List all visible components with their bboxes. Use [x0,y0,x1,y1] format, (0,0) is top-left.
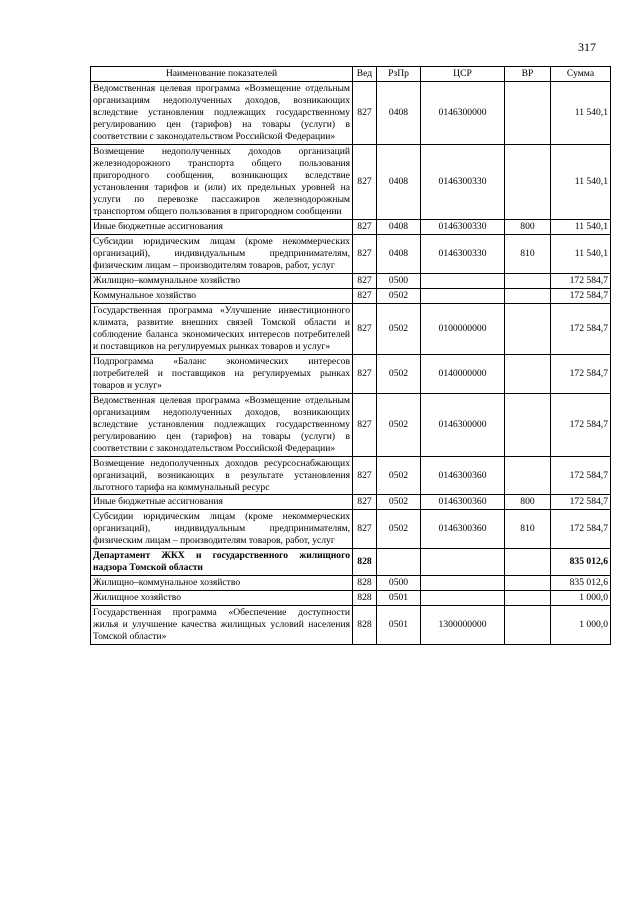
row-ved-cell: 827 [353,144,377,219]
row-vr-cell [505,288,551,303]
row-csr-cell: 0146300000 [421,81,505,144]
row-csr-cell: 0146300360 [421,456,505,495]
row-vr-cell [505,549,551,576]
row-name-cell: Субсидии юридическим лицам (кроме некоммерческих организаций), индивидуальным предпринимателям, физическим лицам – производителям товаров, работ, услуг [91,234,353,273]
row-sum-cell: 11 540,1 [551,219,611,234]
row-rzpr-cell: 0502 [377,354,421,393]
row-sum-cell: 11 540,1 [551,234,611,273]
row-ved-cell: 827 [353,234,377,273]
row-sum-cell: 172 584,7 [551,303,611,354]
table-row [91,495,611,510]
row-csr-cell: 1300000000 [421,606,505,645]
row-csr-cell: 0146300000 [421,393,505,456]
row-sum-cell: 835 012,6 [551,576,611,591]
row-name-cell: Подпрограмма «Баланс экономических интересов потребителей и поставщиков на регулируемых рынках товаров и услуг» [91,354,353,393]
table-body [91,81,611,644]
row-csr-cell [421,576,505,591]
row-sum-cell: 11 540,1 [551,144,611,219]
row-name-cell: Жилищно–коммунальное хозяйство [91,273,353,288]
row-vr-cell [505,393,551,456]
table-header-row [91,67,611,82]
row-name-cell: Коммунальное хозяйство [91,288,353,303]
row-csr-cell: 0146300330 [421,219,505,234]
row-name-cell: Субсидии юридическим лицам (кроме некоммерческих организаций), индивидуальным предпринимателям, физическим лицам – производителям товаров, работ, услуг [91,510,353,549]
row-sum-cell: 172 584,7 [551,288,611,303]
table-row [91,219,611,234]
row-rzpr-cell: 0502 [377,510,421,549]
row-vr-cell [505,354,551,393]
column-header-name: Наименование показателей [91,67,353,82]
row-sum-cell: 1 000,0 [551,606,611,645]
row-ved-cell: 827 [353,303,377,354]
row-rzpr-cell: 0408 [377,81,421,144]
row-csr-cell: 0146300330 [421,234,505,273]
table-row [91,81,611,144]
table-row [91,144,611,219]
row-name-cell: Ведомственная целевая программа «Возмещение отдельным организациям недополученных доходов, возникающих вследствие установления подлежащих государственному регулированию цен (тарифов) на товары (услуги) в соответствии с законодательством Российской Федерации» [91,81,353,144]
row-rzpr-cell: 0408 [377,144,421,219]
row-rzpr-cell: 0408 [377,219,421,234]
row-vr-cell [505,81,551,144]
row-csr-cell [421,273,505,288]
table-row [91,303,611,354]
row-csr-cell [421,591,505,606]
row-name-cell: Государственная программа «Улучшение инвестиционного климата, развитие внешних связей Томской области и соблюдение баланса экономических интересов потребителей и поставщиков на регулируемых рынках товаров и услуг» [91,303,353,354]
row-name-cell: Иные бюджетные ассигнования [91,219,353,234]
row-ved-cell: 828 [353,549,377,576]
row-vr-cell [505,144,551,219]
row-name-cell: Ведомственная целевая программа «Возмещение отдельным организациям недополученных доходов, возникающих вследствие установления подлежащих государственному регулированию цен (тарифов) на товары (услуги) в соответствии с законодательством Российской Федерации» [91,393,353,456]
row-ved-cell: 827 [353,456,377,495]
table-row [91,234,611,273]
column-header-csr: ЦСР [421,67,505,82]
budget-table [90,66,611,645]
row-csr-cell [421,549,505,576]
row-rzpr-cell [377,549,421,576]
row-csr-cell: 0140000000 [421,354,505,393]
table-row [91,393,611,456]
row-vr-cell [505,591,551,606]
column-header-ved: Вед [353,67,377,82]
row-sum-cell: 172 584,7 [551,456,611,495]
row-name-cell: Жилищно–коммунальное хозяйство [91,576,353,591]
row-vr-cell: 810 [505,510,551,549]
row-ved-cell: 827 [353,354,377,393]
table-row [91,576,611,591]
row-ved-cell: 827 [353,81,377,144]
row-vr-cell [505,303,551,354]
row-name-cell: Иные бюджетные ассигнования [91,495,353,510]
row-ved-cell: 827 [353,288,377,303]
row-rzpr-cell: 0502 [377,303,421,354]
row-sum-cell: 172 584,7 [551,393,611,456]
row-ved-cell: 827 [353,510,377,549]
row-name-cell: Государственная программа «Обеспечение доступности жилья и улучшение качества жилищных условий населения Томской области» [91,606,353,645]
row-sum-cell: 172 584,7 [551,354,611,393]
row-vr-cell [505,456,551,495]
row-name-cell: Департамент ЖКХ и государственного жилищного надзора Томской области [91,549,353,576]
table-row [91,273,611,288]
row-vr-cell: 810 [505,234,551,273]
row-sum-cell: 172 584,7 [551,495,611,510]
row-sum-cell: 835 012,6 [551,549,611,576]
row-vr-cell [505,576,551,591]
row-rzpr-cell: 0408 [377,234,421,273]
row-csr-cell: 0146300360 [421,495,505,510]
row-ved-cell: 827 [353,495,377,510]
column-header-rzpr: РзПр [377,67,421,82]
row-csr-cell: 0146300330 [421,144,505,219]
table-row [91,288,611,303]
row-vr-cell: 800 [505,495,551,510]
row-rzpr-cell: 0501 [377,606,421,645]
table-row [91,606,611,645]
row-rzpr-cell: 0500 [377,273,421,288]
row-csr-cell: 0146300360 [421,510,505,549]
row-sum-cell: 172 584,7 [551,273,611,288]
row-rzpr-cell: 0501 [377,591,421,606]
row-ved-cell: 827 [353,273,377,288]
row-rzpr-cell: 0502 [377,393,421,456]
table-row [91,549,611,576]
row-name-cell: Возмещение недополученных доходов организаций железнодорожного транспорта общего пользования пригородного сообщения, возникающих вследствие установления тарифов и (или) их предельных уровней на услуги по перевозке пассажиров железнодорожным транспортом общего пользования в пригородном сообщении [91,144,353,219]
table-row [91,354,611,393]
row-vr-cell [505,273,551,288]
row-csr-cell: 0100000000 [421,303,505,354]
page-number: 317 [578,40,596,54]
row-name-cell: Возмещение недополученных доходов ресурсоснабжающих организаций, возникающих в результате установления льготного тарифа на коммунальный ресурс [91,456,353,495]
row-sum-cell: 172 584,7 [551,510,611,549]
row-ved-cell: 828 [353,576,377,591]
row-rzpr-cell: 0502 [377,495,421,510]
table-row [91,591,611,606]
table-row [91,510,611,549]
row-name-cell: Жилищное хозяйство [91,591,353,606]
row-sum-cell: 1 000,0 [551,591,611,606]
row-vr-cell [505,606,551,645]
column-header-vr: ВР [505,67,551,82]
column-header-sum: Сумма [551,67,611,82]
row-ved-cell: 828 [353,591,377,606]
table-row [91,456,611,495]
row-ved-cell: 827 [353,393,377,456]
row-rzpr-cell: 0502 [377,288,421,303]
row-rzpr-cell: 0502 [377,456,421,495]
row-vr-cell: 800 [505,219,551,234]
row-ved-cell: 827 [353,219,377,234]
row-sum-cell: 11 540,1 [551,81,611,144]
row-csr-cell [421,288,505,303]
row-ved-cell: 828 [353,606,377,645]
row-rzpr-cell: 0500 [377,576,421,591]
